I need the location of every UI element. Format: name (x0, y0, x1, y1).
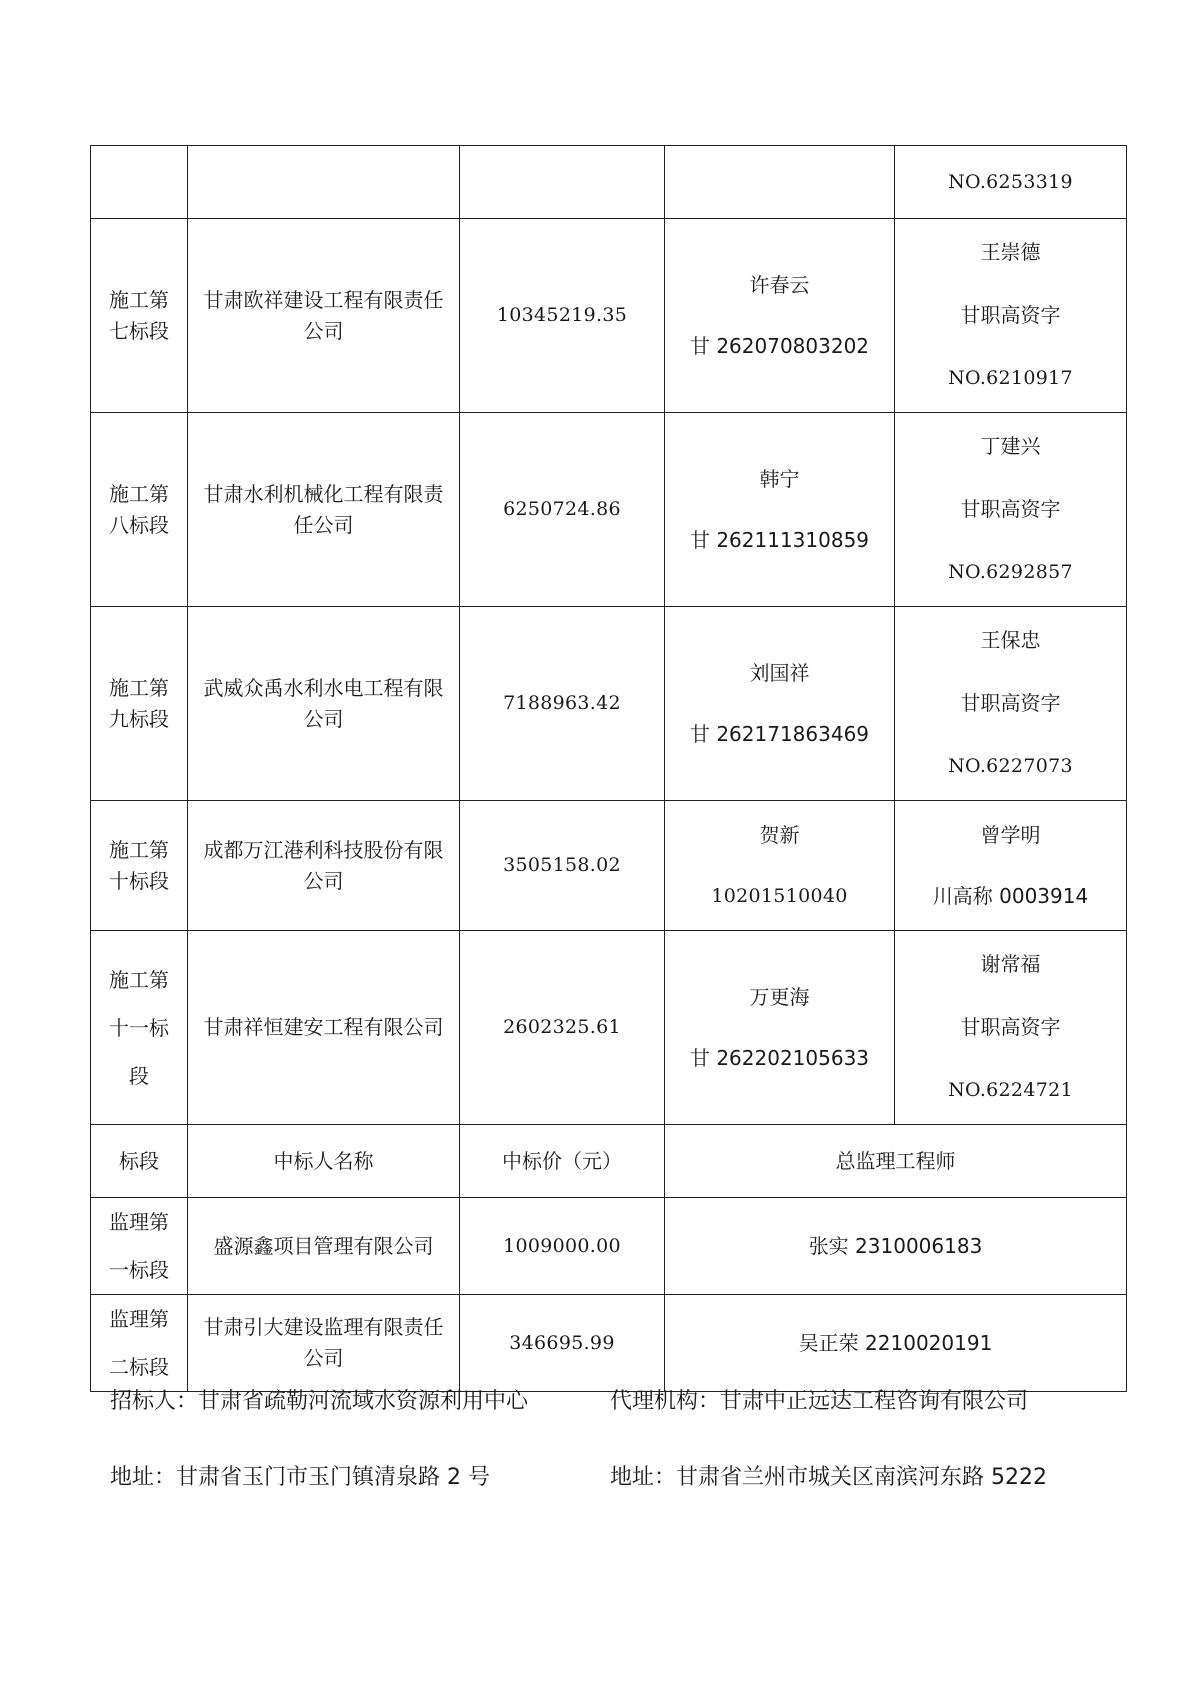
section-cell (91, 607, 188, 801)
supervisor-no: NO.6227073 (948, 755, 1073, 777)
company-cell: 甘肃引大建设监理有限责任公司 (188, 1295, 460, 1392)
footer-line-2 (110, 1460, 1047, 1491)
section-cell (91, 146, 188, 219)
company-cell: 成都万江港利科技股份有限公司 (188, 801, 460, 931)
section-label: 施工第十一标段 (109, 967, 169, 1088)
manager-name: 贺新 (759, 822, 800, 847)
engineer-cell: 吴正荣 2210020191 (665, 1295, 1127, 1392)
table-row (91, 219, 1127, 413)
supervisor-cell (895, 219, 1127, 413)
supervisor-name: 王崇德 (980, 240, 1041, 264)
manager-cell (665, 801, 895, 931)
section-cell (91, 1198, 188, 1295)
supervisor-cell (895, 931, 1127, 1125)
bid-result-table (90, 145, 1127, 1392)
table-header-row (91, 1125, 1127, 1198)
supervisor-no: NO.6253319 (895, 146, 1127, 219)
table-row (91, 607, 1127, 801)
section-cell (91, 931, 188, 1125)
header-price: 中标价（元） (460, 1125, 665, 1198)
supervisor-cell (895, 801, 1127, 931)
price-cell: 7188963.42 (460, 607, 665, 801)
company-cell (188, 146, 460, 219)
supervisor-name: 王保忠 (980, 628, 1041, 652)
company-cell: 武威众禹水利水电工程有限公司 (188, 607, 460, 801)
table-row (91, 413, 1127, 607)
manager-cert: 甘 262171863469 (689, 721, 870, 746)
section-label: 施工第七标段 (109, 287, 169, 343)
manager-name: 万更海 (749, 984, 810, 1009)
section-cell (91, 413, 188, 607)
manager-cert: 10201510040 (711, 884, 848, 907)
price-cell: 10345219.35 (460, 219, 665, 413)
supervisor-cell (895, 413, 1127, 607)
agency: 代理机构：甘肃中正远达工程咨询有限公司 (610, 1389, 1029, 1414)
manager-name: 许春云 (749, 272, 810, 297)
price-cell: 3505158.02 (460, 801, 665, 931)
manager-cert: 甘 262070803202 (689, 333, 870, 358)
company-cell: 甘肃欧祥建设工程有限责任公司 (188, 219, 460, 413)
table-row (91, 1198, 1127, 1295)
company-cell: 甘肃祥恒建安工程有限公司 (188, 931, 460, 1125)
supervisor-title: 甘职高资字 (960, 497, 1061, 521)
table-row (91, 146, 1127, 219)
table-row (91, 1295, 1127, 1392)
footer-line-1 (110, 1384, 1029, 1415)
supervisor-title: 甘职高资字 (960, 691, 1061, 715)
manager-cell (665, 931, 895, 1125)
price-cell: 1009000.00 (460, 1198, 665, 1295)
manager-name: 刘国祥 (749, 660, 810, 685)
price-cell: 6250724.86 (460, 413, 665, 607)
price-cell (460, 146, 665, 219)
engineer-cell: 张实 2310006183 (665, 1198, 1127, 1295)
price-cell: 2602325.61 (460, 931, 665, 1125)
header-company: 中标人名称 (188, 1125, 460, 1198)
supervisor-name: 谢常福 (980, 952, 1041, 976)
manager-cert: 甘 262111310859 (689, 527, 870, 552)
section-cell (91, 801, 188, 931)
section-label: 监理第一标段 (109, 1210, 169, 1282)
section-label: 施工第八标段 (109, 481, 169, 537)
header-section: 标段 (91, 1125, 188, 1198)
section-label: 施工第十标段 (109, 837, 169, 893)
table-row (91, 931, 1127, 1125)
manager-cert: 甘 262202105633 (689, 1045, 870, 1070)
company-cell: 甘肃水利机械化工程有限责任公司 (188, 413, 460, 607)
supervisor-name: 丁建兴 (980, 434, 1041, 458)
section-label: 监理第二标段 (109, 1307, 169, 1379)
supervisor-cell (895, 607, 1127, 801)
table-row (91, 801, 1127, 931)
price-cell: 346695.99 (460, 1295, 665, 1392)
section-label: 施工第九标段 (109, 675, 169, 731)
header-engineer: 总监理工程师 (665, 1125, 1127, 1198)
supervisor-title: 甘职高资字 (960, 303, 1061, 327)
manager-cell (665, 607, 895, 801)
manager-cell (665, 146, 895, 219)
supervisor-title: 川高称 0003914 (932, 883, 1089, 908)
manager-cell (665, 413, 895, 607)
manager-name: 韩宁 (759, 466, 800, 491)
supervisor-no: NO.6210917 (948, 367, 1073, 389)
tenderer-address: 地址：甘肃省玉门市玉门镇清泉路 2 号 (110, 1465, 490, 1490)
section-cell (91, 219, 188, 413)
manager-cell (665, 219, 895, 413)
supervisor-no: NO.6292857 (948, 561, 1073, 583)
supervisor-name: 曾学明 (980, 822, 1041, 847)
supervisor-title: 甘职高资字 (960, 1015, 1061, 1039)
agency-address: 地址：甘肃省兰州市城关区南滨河东路 5222 (610, 1465, 1047, 1490)
section-cell (91, 1295, 188, 1392)
company-cell: 盛源鑫项目管理有限公司 (188, 1198, 460, 1295)
supervisor-no: NO.6224721 (948, 1079, 1073, 1101)
tenderer: 招标人：甘肃省疏勒河流域水资源利用中心 (110, 1389, 529, 1414)
